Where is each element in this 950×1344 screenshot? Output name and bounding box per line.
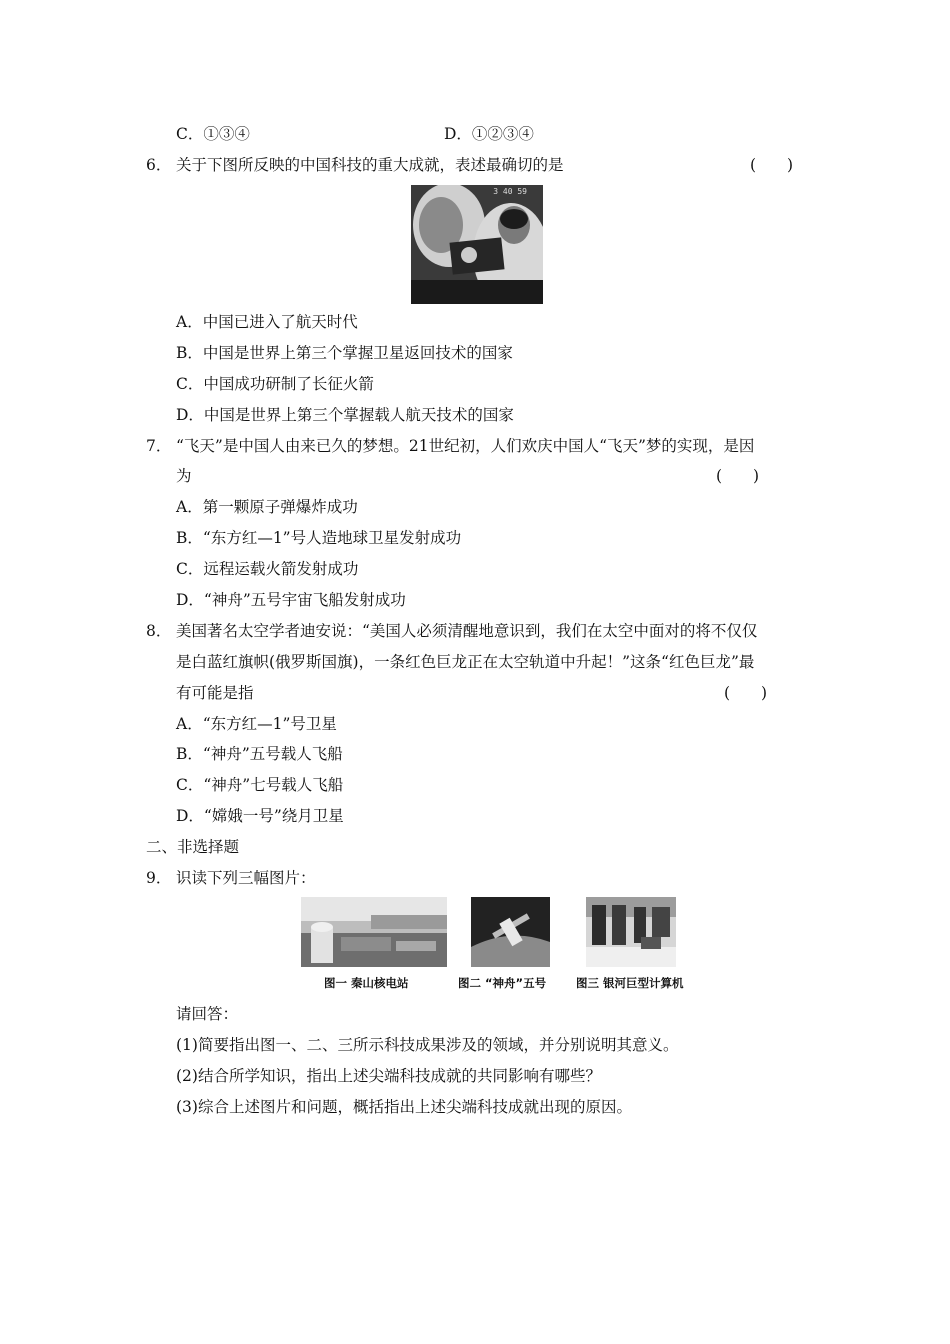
nuclear-plant-photo — [301, 897, 447, 967]
option-d: D．中国是世界上第三个掌握载人航天技术的国家 — [176, 406, 514, 424]
option-c: C．“神舟”七号载人飞船 — [176, 776, 344, 794]
option-d: D．“嫦娥一号”绕月卫星 — [176, 807, 344, 825]
question-number: 7． — [146, 437, 172, 455]
question-stem-cont: 为 — [176, 467, 192, 485]
answer-paren: ( ) — [750, 156, 794, 174]
option-a: A．“东方红—1”号卫星 — [176, 715, 337, 733]
shenzhou-photo — [471, 897, 550, 967]
option-d: D．①②③④ — [444, 125, 534, 143]
subquestion-3: (3)综合上述图片和问题，概括指出上述尖端科技成就出现的原因。 — [176, 1098, 632, 1116]
answer-prompt: 请回答： — [176, 1005, 239, 1023]
subquestion-1: (1)简要指出图一、二、三所示科技成果涉及的领域，并分别说明其意义。 — [176, 1036, 679, 1054]
astronaut-photo — [411, 185, 543, 304]
option-c: C．中国成功研制了长征火箭 — [176, 375, 374, 393]
question-stem: 识读下列三幅图片： — [176, 869, 316, 887]
question-stem-cont: 是白蓝红旗帜(俄罗斯国旗)，一条红色巨龙正在太空轨道中升起！”这条“红色巨龙”最 — [176, 653, 755, 671]
question-number: 6． — [146, 156, 172, 174]
question-stem: “飞天”是中国人由来已久的梦想。21世纪初，人们欢庆中国人“飞天”梦的实现，是因 — [176, 437, 755, 455]
option-c: C．远程运载火箭发射成功 — [176, 560, 359, 578]
photo-timestamp: 3 40 59 — [493, 187, 527, 196]
answer-paren: ( ) — [716, 467, 760, 485]
option-b: B．“神舟”五号载人飞船 — [176, 745, 343, 763]
question-stem: 关于下图所反映的中国科技的重大成就，表述最确切的是 — [176, 156, 564, 174]
computer-photo — [586, 897, 676, 967]
caption-figure-2: 图二 “神舟”五号 — [458, 976, 547, 990]
question-number: 8． — [146, 622, 172, 640]
option-a: A．中国已进入了航天时代 — [176, 313, 358, 331]
option-b: B．“东方红—1”号人造地球卫星发射成功 — [176, 529, 462, 547]
option-b: B．中国是世界上第三个掌握卫星返回技术的国家 — [176, 344, 513, 362]
caption-figure-3: 图三 银河巨型计算机 — [576, 976, 684, 990]
caption-figure-1: 图一 秦山核电站 — [324, 976, 409, 990]
answer-paren: ( ) — [724, 684, 768, 702]
option-c: C．①③④ — [176, 125, 250, 143]
option-d: D．“神舟”五号宇宙飞船发射成功 — [176, 591, 406, 609]
option-a: A．第一颗原子弹爆炸成功 — [176, 498, 358, 516]
question-stem: 美国著名太空学者迪安说：“美国人必须清醒地意识到，我们在太空中面对的将不仅仅 — [176, 622, 758, 640]
subquestion-2: (2)结合所学知识，指出上述尖端科技成就的共同影响有哪些？ — [176, 1067, 601, 1085]
question-number: 9． — [146, 869, 172, 887]
question-stem-cont: 有可能是指 — [176, 684, 254, 702]
section-title: 二、非选择题 — [146, 838, 240, 856]
